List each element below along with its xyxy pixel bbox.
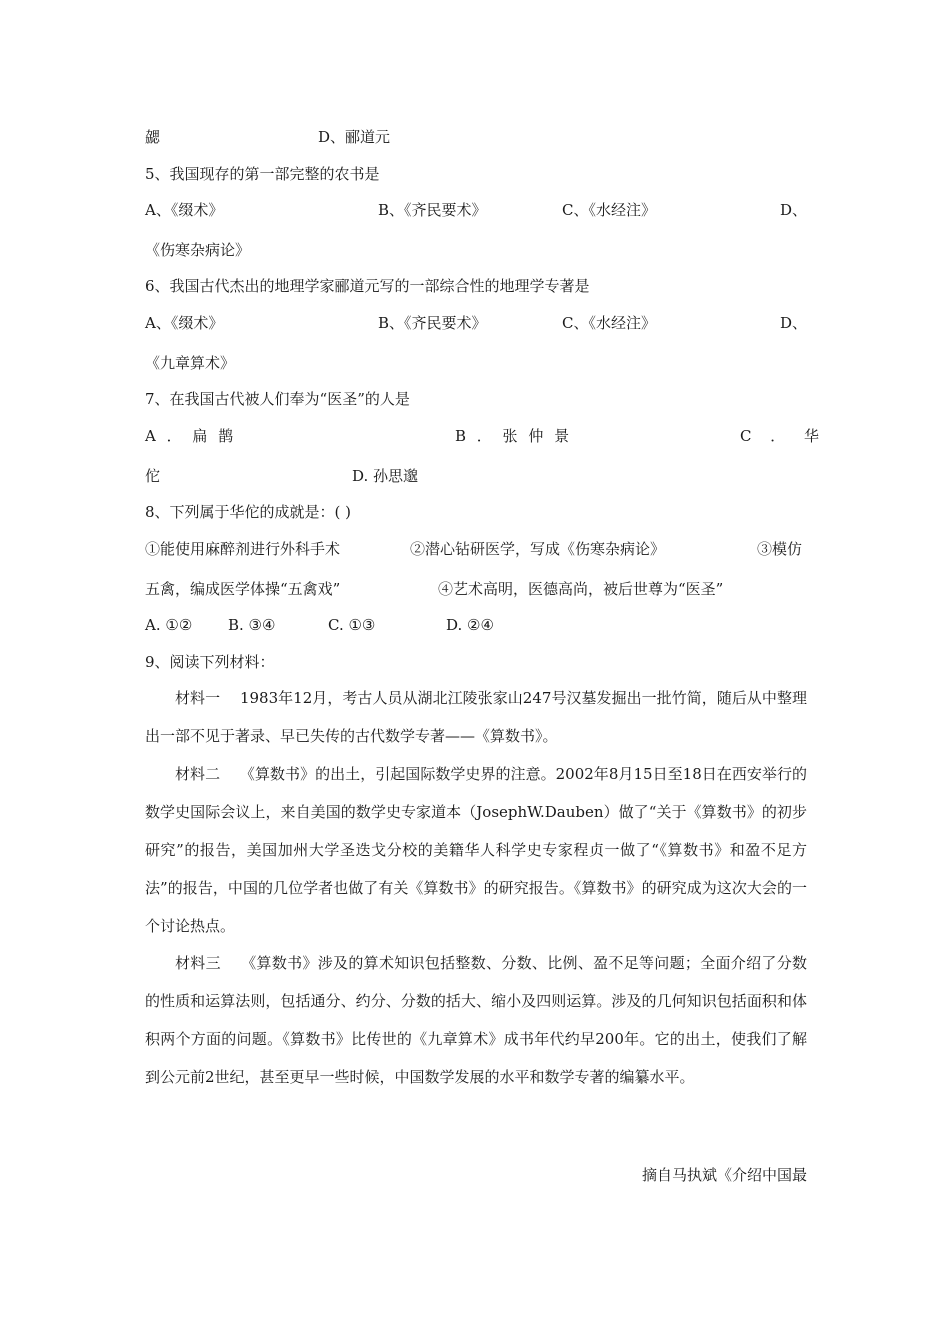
q8-option-b: B. ③④ (228, 616, 276, 634)
q7-option-c: C ． 华 (740, 427, 820, 445)
q8-stem: 8、下列属于华佗的成就是：( ) (145, 503, 352, 521)
q9-material-3: 材料三 《算数书》涉及的算术知识包括整数、分数、比例、盈不足等问题；全面介绍了分数的性质和运算法则，包括通分、约分、分数的括大、缩小及四则运算。涉及的几何知识包括面积和体积两个方面的问题。《算数书》比传世的《九章算术》成书年代约早200年。它的出土，使我们了解到公元前2世纪，甚至更早一些时候，中国数学发展的水平和数学专著的编纂水平。 (145, 954, 807, 1086)
q7-option-d: D. 孙思邈 (352, 467, 419, 485)
q9-material-2: 材料二 《算数书》的出土，引起国际数学史界的注意。2002年8月15日至18日在西安举行的数学史国际会议上，来自美国的数学史专家道本（JosephW.Dauben）做了“关于《算数书》的初步研究”的报告，美国加州大学圣迭戈分校的美籍华人科学史专家程贞一做了“《算数书》和盈不足方法”的报告，中国的几位学者也做了有关《算数书》的研究报告。《算数书》的研究成为这次大会的一个讨论热点。 (145, 765, 807, 935)
q8-item-3-continuation: 五禽，编成医学体操“五禽戏” (145, 580, 341, 598)
q9-material-1: 材料一 1983年12月，考古人员从湖北江陵张家山247号汉墓发掘出一批竹简，随后从中整理出一部不见于著录、早已失传的古代数学专著——《算数书》。 (145, 689, 807, 745)
q7-option-c-continuation: 佗 (145, 467, 161, 485)
q6-stem: 6、我国古代杰出的地理学家郦道元写的一部综合性的地理学专著是 (145, 277, 590, 295)
q7-option-a: A ． 扁 鹊 (145, 427, 234, 445)
q8-option-a: A. ①② (145, 616, 193, 634)
q9-stem: 9、阅读下列材料： (145, 653, 275, 671)
q8-item-2: ②潜心钻研医学，写成《伤寒杂病论》 (410, 540, 666, 558)
q4-option-c-continuation: 勰 (145, 128, 161, 146)
q6-option-c: C、《水经注》 (562, 314, 656, 332)
q6-option-d-continuation: 《九章算术》 (145, 354, 236, 372)
q8-option-d: D. ②④ (446, 616, 494, 634)
q4-option-d: D、郦道元 (318, 128, 391, 146)
q6-option-b: B、《齐民要术》 (378, 314, 487, 332)
q5-option-d: D、 (780, 201, 808, 219)
q5-option-c: C、《水经注》 (562, 201, 656, 219)
q8-item-4: ④艺术高明，医德高尚，被后世尊为“医圣” (438, 580, 724, 598)
q5-option-b: B、《齐民要术》 (378, 201, 487, 219)
q8-item-1: ①能使用麻醉剂进行外科手术 (145, 540, 341, 558)
q7-option-b: B ． 张 仲 景 (455, 427, 570, 445)
q5-option-d-continuation: 《伤寒杂病论》 (145, 241, 251, 259)
q5-stem: 5、我国现存的第一部完整的农书是 (145, 165, 380, 183)
q8-item-3: ③模仿 (757, 540, 803, 558)
q7-stem: 7、在我国古代被人们奉为“医圣”的人是 (145, 390, 410, 408)
q9-source-citation: 摘自马执斌《介绍中国最 (641, 1166, 807, 1184)
q6-option-d: D、 (780, 314, 808, 332)
q8-option-c: C. ①③ (328, 616, 376, 634)
q6-option-a: A、《缀术》 (145, 314, 224, 332)
q5-option-a: A、《缀术》 (145, 201, 224, 219)
